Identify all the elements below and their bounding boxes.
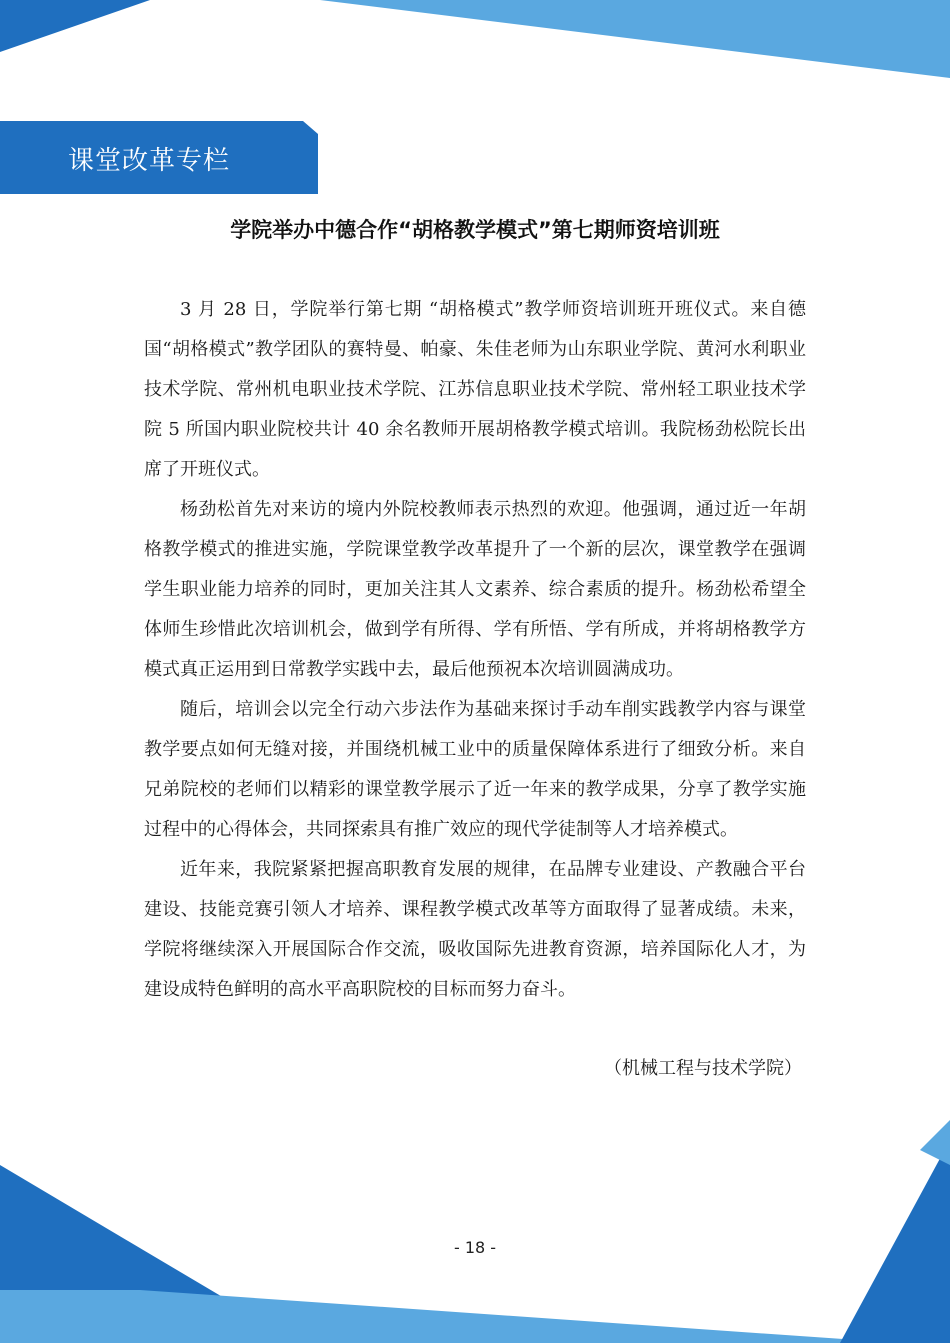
- paragraph: 随后，培训会以完全行动六步法作为基础来探讨手动车削实践教学内容与课堂教学要点如何无缝对接，并围绕机械工业中的质量保障体系进行了细致分析。来自兄弟院校的老师们以精彩的课堂教学展示了近一年来的教学成果，分享了教学实施过程中的心得体会，共同探索具有推广效应的现代学徒制等人才培养模式。: [144, 699, 806, 840]
- page-number: - 18 -: [453, 1238, 497, 1257]
- article-attribution: （机械工程与技术学院）: [604, 1058, 802, 1079]
- paragraph: 近年来，我院紧紧把握高职教育发展的规律，在品牌专业建设、产教融合平台建设、技能竞赛引领人才培养、课程教学模式改革等方面取得了显著成绩。未来，学院将继续深入开展国际合作交流，吸收国际先进教育资源，培养国际化人才，为建设成特色鲜明的高水平高职院校的目标而努力奋斗。: [144, 859, 806, 1000]
- top-right-band: [320, 0, 950, 78]
- article-body: [144, 290, 806, 1010]
- bottom-band-light: [0, 1290, 900, 1343]
- section-label: 课堂改革专栏: [68, 146, 231, 176]
- paragraph: 3 月 28 日，学院举行第七期 “胡格模式”教学师资培训班开班仪式。来自德国“胡格模式”教学团队的赛特曼、帕豪、朱佳老师为山东职业学院、黄河水利职业技术学院、常州机电职业技术学院、江苏信息职业技术学院、常州轻工职业技术学院 5 所国内职业院校共计 40 余名教师开展胡格教学模式培训。我院杨劲松院长出席了开班仪式。: [144, 299, 806, 480]
- article-title: 学院举办中德合作“胡格教学模式”第七期师资培训班: [230, 218, 720, 242]
- paragraph: 杨劲松首先对来访的境内外院校教师表示热烈的欢迎。他强调，通过近一年胡格教学模式的推进实施，学院课堂教学改革提升了一个新的层次，课堂教学在强调学生职业能力培养的同时，更加关注其人文素养、综合素质的提升。杨劲松希望全体师生珍惜此次培训机会，做到学有所得、学有所悟、学有所成，并将胡格教学方模式真正运用到日常教学实践中去，最后他预祝本次培训圆满成功。: [144, 499, 806, 680]
- top-left-triangle: [0, 0, 150, 52]
- bottom-right-accent-light: [920, 1120, 950, 1165]
